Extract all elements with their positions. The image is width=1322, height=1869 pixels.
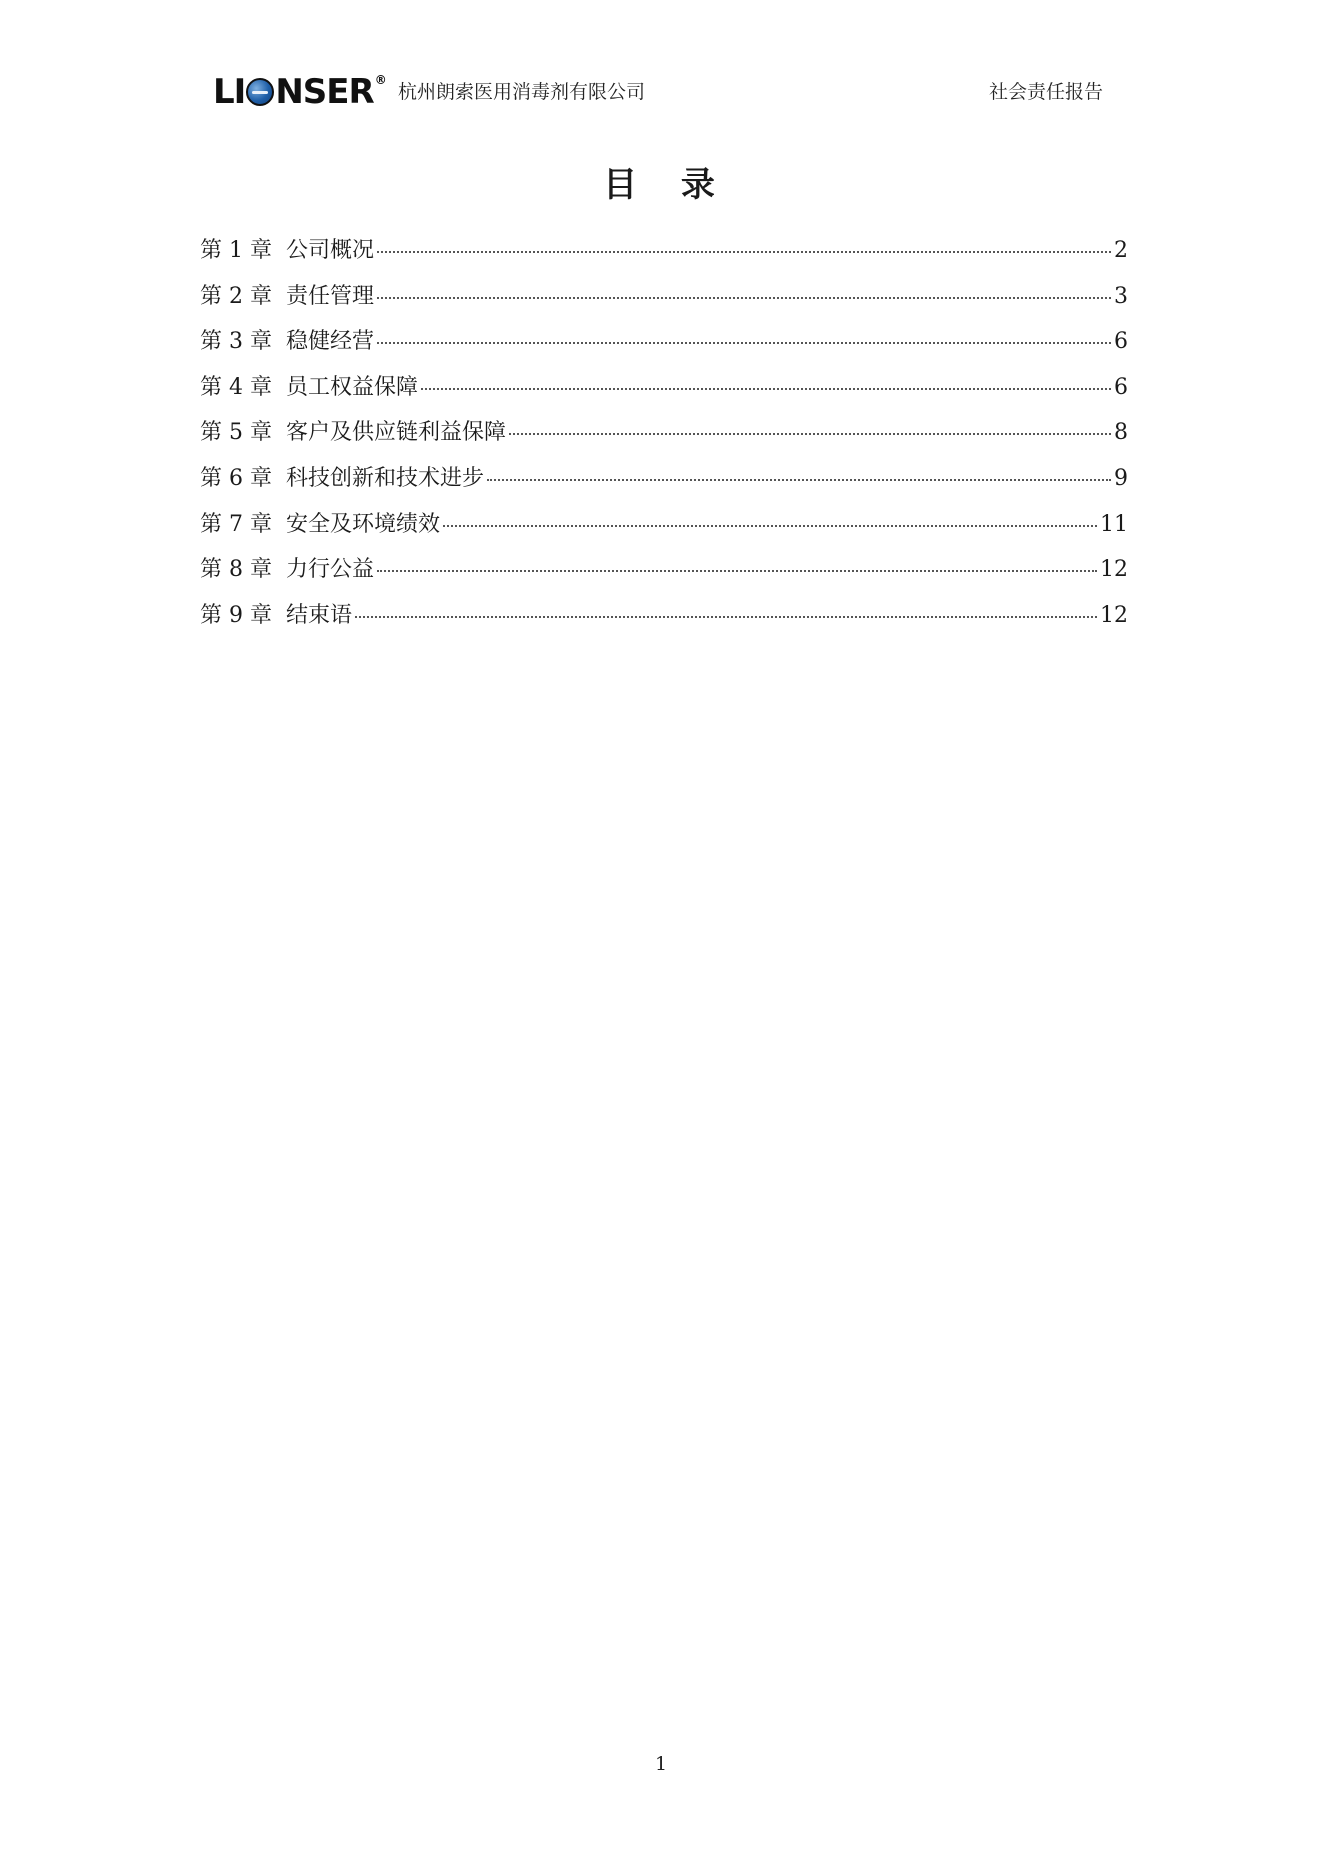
toc-entry[interactable] <box>200 365 1128 411</box>
toc-page: 12 <box>1100 602 1128 628</box>
toc-page: 6 <box>1114 329 1128 355</box>
toc-name: 结束语 <box>285 602 352 628</box>
toc-entry[interactable] <box>200 319 1128 365</box>
table-of-contents <box>200 228 1128 638</box>
toc-name: 稳健经营 <box>285 329 374 355</box>
toc-leader-dots <box>377 297 1111 299</box>
toc-page: 6 <box>1114 374 1128 400</box>
page-header <box>213 72 1103 112</box>
toc-entry[interactable] <box>200 547 1128 593</box>
toc-name: 客户及供应链利益保障 <box>285 420 506 446</box>
toc-entry[interactable] <box>200 502 1128 548</box>
toc-name: 力行公益 <box>285 557 374 583</box>
toc-chapter: 第 2 章 <box>200 283 272 309</box>
toc-leader-dots <box>355 616 1097 618</box>
toc-name: 责任管理 <box>285 283 374 309</box>
toc-entry[interactable] <box>200 274 1128 320</box>
toc-leader-dots <box>421 388 1111 390</box>
toc-leader-dots <box>377 342 1111 344</box>
toc-page: 11 <box>1100 511 1128 537</box>
toc-name: 公司概况 <box>285 238 374 263</box>
toc-page: 8 <box>1114 420 1128 446</box>
toc-page: 12 <box>1100 557 1128 583</box>
toc-page: 3 <box>1114 283 1128 309</box>
toc-entry[interactable] <box>200 228 1128 274</box>
globe-icon <box>246 78 274 106</box>
logo-text-right: NSER <box>275 72 374 112</box>
toc-leader-dots <box>443 525 1097 527</box>
toc-entry[interactable] <box>200 593 1128 639</box>
toc-page: 9 <box>1114 465 1128 491</box>
page-number: 1 <box>654 1753 668 1775</box>
logo-text-left: LI <box>213 72 246 112</box>
toc-chapter: 第 5 章 <box>200 420 272 446</box>
company-name: 杭州朗索医用消毒剂有限公司 <box>398 81 646 103</box>
toc-chapter: 第 7 章 <box>200 511 272 537</box>
toc-leader-dots <box>509 433 1111 435</box>
toc-leader-dots <box>377 570 1097 572</box>
report-title: 社会责任报告 <box>988 81 1103 103</box>
toc-chapter: 第 8 章 <box>200 557 272 583</box>
toc-chapter: 第 1 章 <box>200 238 272 263</box>
registered-mark: ® <box>374 73 386 87</box>
toc-chapter: 第 9 章 <box>200 602 272 628</box>
toc-name: 安全及环境绩效 <box>285 511 440 537</box>
toc-leader-dots <box>377 251 1111 253</box>
toc-chapter: 第 3 章 <box>200 329 272 355</box>
toc-name: 员工权益保障 <box>285 374 418 400</box>
company-logo <box>213 74 386 110</box>
toc-title: 目 录 <box>603 165 719 205</box>
toc-chapter: 第 4 章 <box>200 374 272 400</box>
toc-leader-dots <box>487 479 1111 481</box>
toc-page: 2 <box>1114 238 1128 263</box>
toc-name: 科技创新和技术进步 <box>285 465 484 491</box>
toc-entry[interactable] <box>200 410 1128 456</box>
toc-chapter: 第 6 章 <box>200 465 272 491</box>
toc-entry[interactable] <box>200 456 1128 502</box>
